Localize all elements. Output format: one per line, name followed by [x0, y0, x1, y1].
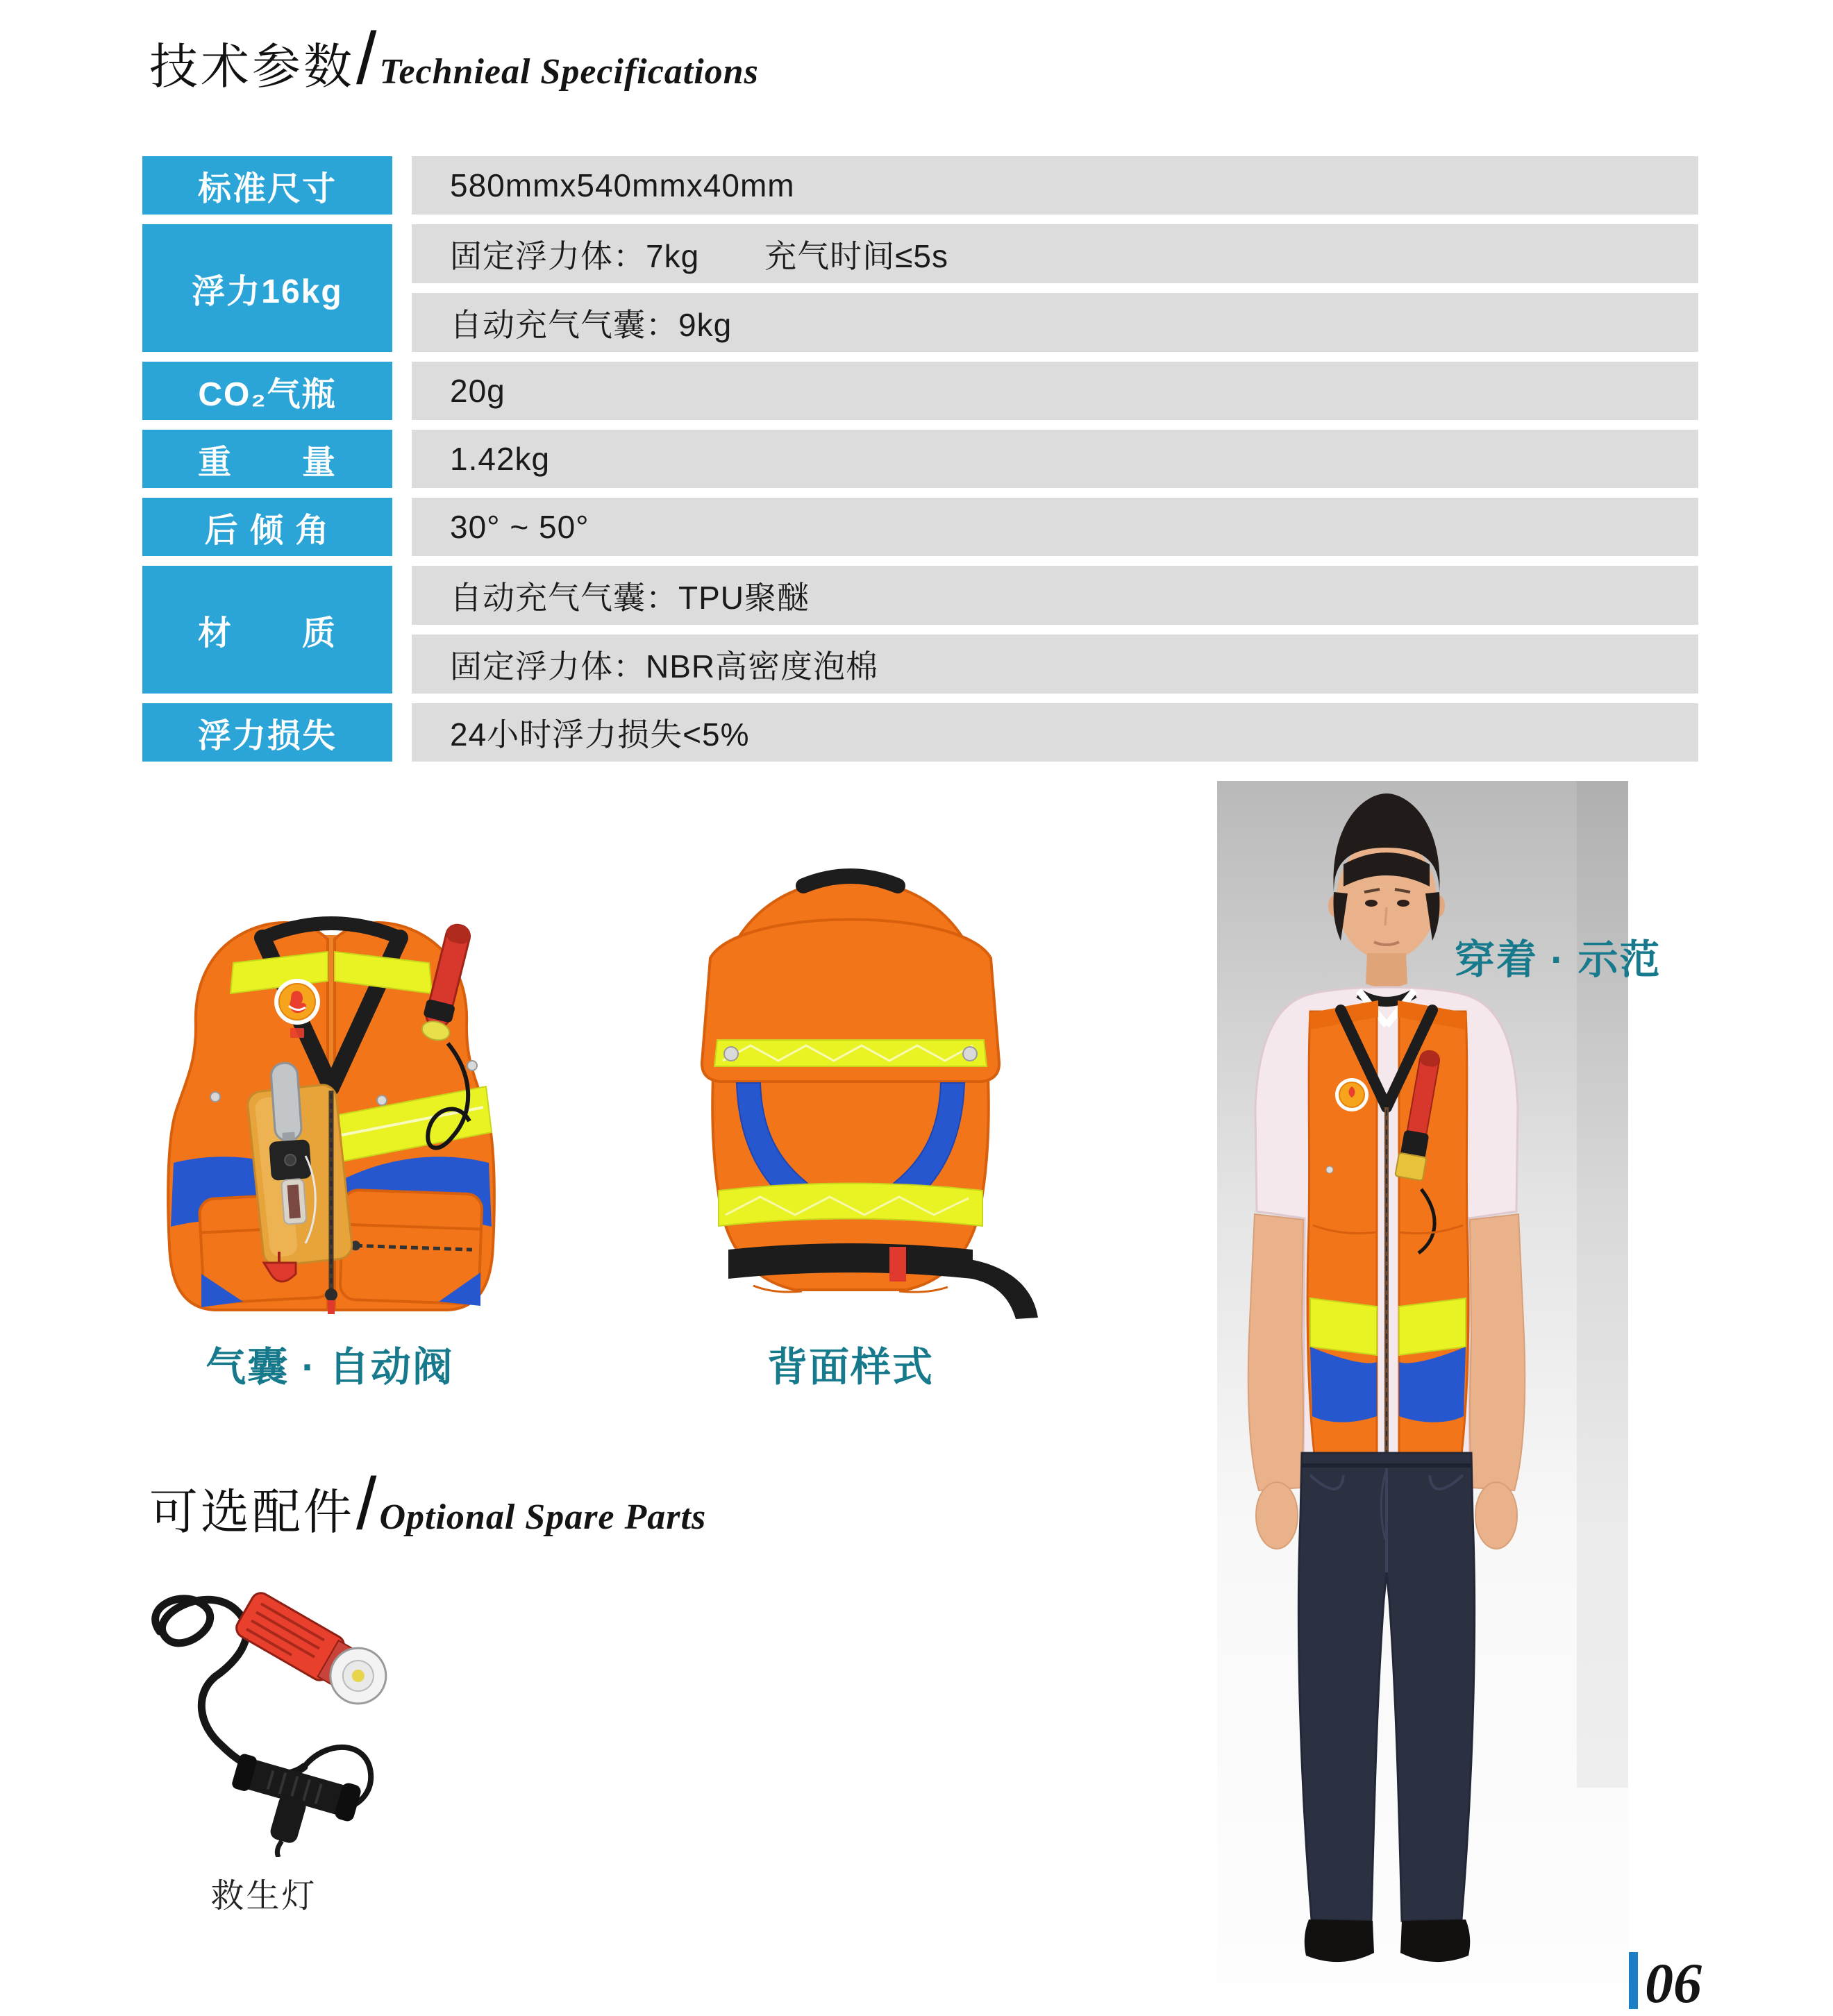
page-title [149, 17, 759, 99]
page-title-en: Technieal Specifications [379, 52, 759, 92]
spec-row-size [142, 156, 1698, 215]
spec-value-buoyancy-auto: 自动充气气囊：9kg [412, 293, 1698, 352]
spec-row-co2 [142, 362, 1698, 420]
model-caption: 穿着 · 示范 [1455, 937, 1662, 982]
spec-row-weight [142, 430, 1698, 488]
spec-value-loss: 24小时浮力损失<5% [412, 703, 1698, 762]
optional-parts-title-en: Optional Spare Parts [379, 1497, 707, 1537]
page-number [1629, 1951, 1702, 2015]
optional-parts-title-zh: 可选配件 [149, 1485, 355, 1539]
spec-row-loss [142, 703, 1698, 762]
life-light-photo [118, 1565, 410, 1857]
optional-parts-title-slash: / [356, 1463, 377, 1545]
spec-row-angle [142, 498, 1698, 556]
spec-value-material-bladder: 自动充气气囊：TPU聚醚 [412, 566, 1698, 625]
spec-label-angle: 后 倾 角 [142, 498, 392, 556]
optional-parts-title [149, 1463, 707, 1545]
page-number-text: 06 [1645, 1951, 1702, 2015]
spec-value-buoyancy-fixed: 固定浮力体：7kg 充气时间≤5s [412, 224, 1698, 283]
front-vest-caption: 气囊 · 自动阀 [206, 1345, 454, 1390]
page-title-slash: / [356, 17, 377, 99]
spec-label-weight: 重 量 [142, 430, 392, 488]
life-light-label: 救生灯 [210, 1878, 317, 1915]
front-vest-photo [97, 857, 562, 1329]
spec-value-co2: 20g [412, 362, 1698, 420]
spec-value-size: 580mmx540mmx40mm [412, 156, 1698, 215]
page-title-zh: 技术参数 [149, 40, 355, 94]
spec-value-angle: 30° ~ 50° [412, 498, 1698, 556]
spec-label-co2: CO₂气瓶 [142, 362, 392, 420]
spec-row-material [142, 566, 1698, 694]
spec-value-material-foam: 固定浮力体：NBR高密度泡棉 [412, 635, 1698, 694]
spec-table [142, 156, 1698, 762]
spec-label-size: 标准尺寸 [142, 156, 392, 215]
spec-label-material: 材 质 [142, 566, 392, 694]
spec-row-buoyancy [142, 224, 1698, 352]
back-vest-caption: 背面样式 [767, 1345, 934, 1390]
spec-value-weight: 1.42kg [412, 430, 1698, 488]
back-vest-photo [656, 840, 1045, 1319]
spec-label-loss: 浮力损失 [142, 703, 392, 762]
spec-label-buoyancy: 浮力16kg [142, 224, 392, 352]
page-number-bar-icon [1629, 1952, 1638, 2009]
